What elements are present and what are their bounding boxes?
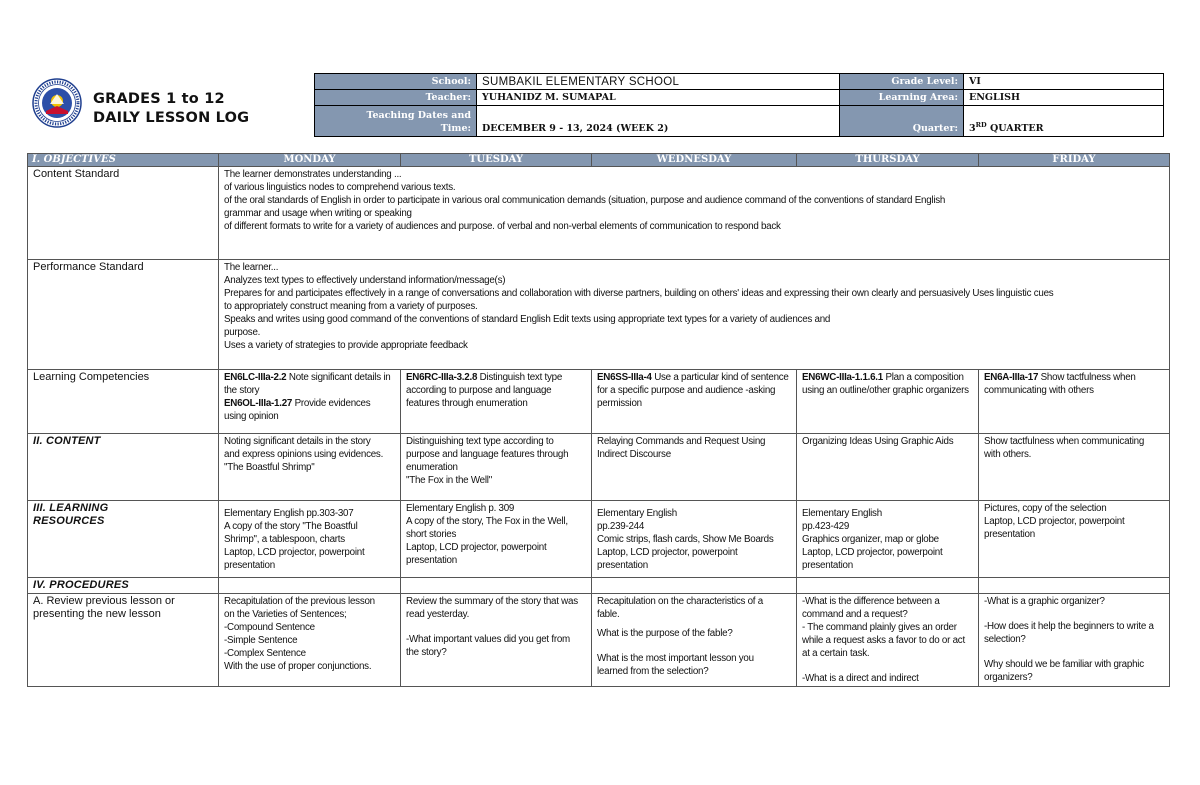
objectives-header: I. OBJECTIVES	[28, 154, 219, 167]
procedures-empty-cell	[219, 578, 401, 594]
monday-header: MONDAY	[219, 154, 401, 167]
teaching-dates-label-line-2: Time:	[440, 123, 471, 134]
competency-code: EN6OL-IIIa-1.27	[224, 398, 293, 409]
quarter-value	[964, 106, 1164, 137]
review-line: organizers?	[984, 672, 1033, 683]
monday-competency	[219, 370, 401, 434]
content-line: with others.	[984, 449, 1032, 460]
procedures-empty-cell	[401, 578, 592, 594]
wednesday-content	[592, 434, 797, 501]
resource-line: Elementary English pp.303-307	[224, 508, 354, 519]
competency-code: EN6LC-IIIa-2.2	[224, 372, 287, 383]
resource-line: presentation	[406, 555, 457, 566]
review-line: With the use of proper conjunctions.	[224, 661, 372, 672]
wednesday-resources	[592, 501, 797, 578]
review-line: - The command plainly gives an order	[802, 622, 957, 633]
wednesday-header: WEDNESDAY	[592, 154, 797, 167]
thursday-competency	[797, 370, 979, 434]
competency-code: EN6RC-IIIa-3.2.8	[406, 372, 478, 383]
content-row	[28, 434, 1170, 501]
grade-level-label: Grade Level:	[840, 74, 964, 90]
content-line: Relaying Commands and Request Using	[597, 436, 766, 447]
teaching-dates-label	[315, 106, 477, 137]
quarter-ordinal: RD	[975, 120, 987, 129]
learning-resources-label-line-1: III. LEARNING	[33, 502, 109, 514]
competency-text: Note significant details in the story	[224, 372, 391, 396]
resource-line: pp.239-244	[597, 521, 645, 532]
learning-resources-row	[28, 501, 1170, 578]
resource-line: Elementary English	[802, 508, 882, 519]
content-standard-label: Content Standard	[28, 167, 219, 260]
resource-line: Elementary English	[597, 508, 677, 519]
content-line: Show tactfulness when communicating	[984, 436, 1145, 447]
review-line: Why should we be familiar with graphic	[984, 659, 1144, 670]
content-line: enumeration	[406, 462, 458, 473]
review-line: -What important values did you get from	[406, 634, 570, 645]
performance-standard-text	[219, 260, 1170, 370]
wednesday-review	[592, 594, 797, 687]
review-spacer	[984, 646, 1164, 658]
resource-line: short stories	[406, 529, 457, 540]
performance-standard-line: Uses a variety of strategies to provide appropriate feedback	[224, 340, 468, 351]
teacher-value: YUHANIDZ M. SUMAPAL	[477, 90, 840, 106]
review-row	[28, 594, 1170, 687]
review-label-line-1: A. Review previous lesson or	[33, 595, 175, 607]
review-line: on the Varieties of Sentences;	[224, 609, 347, 620]
quarter-label: Quarter:	[840, 106, 964, 137]
content-standard-line: grammar and usage when writing or speaking	[224, 208, 412, 219]
tuesday-competency	[401, 370, 592, 434]
content-line: and express opinions using evidences.	[224, 449, 384, 460]
friday-competency	[979, 370, 1170, 434]
teaching-dates-value: DECEMBER 9 - 13, 2024 (WEEK 2)	[477, 106, 840, 137]
content-standard-row	[28, 167, 1170, 260]
competency-text: Distinguish text type according to purpose and language features through enumeration	[406, 372, 563, 409]
review-line: Recapitulation on the characteristics of a	[597, 596, 763, 607]
tuesday-content	[401, 434, 592, 501]
performance-standard-row	[28, 260, 1170, 370]
competency-text: Provide evidences using opinion	[224, 398, 371, 422]
review-line: -Compound Sentence	[224, 622, 315, 633]
review-label-line-2: presenting the new lesson	[33, 608, 161, 620]
resource-line: Laptop, LCD projector, powerpoint	[984, 516, 1125, 527]
review-line: at a certain task.	[802, 648, 870, 659]
school-value: SUMBAKIL ELEMENTARY SCHOOL	[477, 74, 840, 90]
review-spacer	[984, 608, 1164, 620]
review-line: -What is a graphic organizer?	[984, 596, 1105, 607]
procedures-empty-cell	[592, 578, 797, 594]
learning-resources-label	[28, 501, 219, 578]
resource-line: presentation	[224, 560, 275, 571]
procedures-row	[28, 578, 1170, 594]
competency-text: Show tactfulness when communicating with others	[984, 372, 1136, 396]
review-line: command and a request?	[802, 609, 908, 620]
quarter-word: QUARTER	[986, 123, 1044, 134]
performance-standard-label: Performance Standard	[28, 260, 219, 370]
competency-code: EN6WC-IIIa-1.1.6.1	[802, 372, 883, 383]
teacher-label: Teacher:	[315, 90, 477, 106]
review-line: Review the summary of the story that was	[406, 596, 578, 607]
column-header-row	[28, 154, 1170, 167]
content-line: "The Boastful Shrimp"	[224, 462, 315, 473]
tuesday-resources	[401, 501, 592, 578]
learning-competencies-label: Learning Competencies	[28, 370, 219, 434]
review-spacer	[802, 660, 973, 672]
monday-content	[219, 434, 401, 501]
review-line: selection?	[984, 634, 1026, 645]
review-line: -Complex Sentence	[224, 648, 306, 659]
content-line: Distinguishing text type according to	[406, 436, 554, 447]
friday-review	[979, 594, 1170, 687]
competency-text: Use a particular kind of sentence for a specific purpose and audience -asking permission	[597, 372, 789, 409]
content-section-label: II. CONTENT	[28, 434, 219, 501]
content-line: Organizing Ideas Using Graphic Aids	[802, 436, 954, 447]
review-spacer	[597, 640, 791, 652]
review-line: -What is the difference between a	[802, 596, 940, 607]
performance-standard-line: Speaks and writes using good command of the conventions of standard English Edit texts using appropriate text types for a variety of audiences and	[224, 314, 831, 325]
review-line: learned from the selection?	[597, 666, 709, 677]
resource-line: presentation	[597, 560, 648, 571]
friday-content	[979, 434, 1170, 501]
procedures-empty-cell	[979, 578, 1170, 594]
review-line: the story?	[406, 647, 447, 658]
competency-text: Plan a composition using an outline/other graphic organizers	[802, 372, 969, 396]
thursday-resources	[797, 501, 979, 578]
tuesday-review	[401, 594, 592, 687]
resource-line: Laptop, LCD projector, powerpoint	[802, 547, 943, 558]
review-spacer	[406, 621, 586, 633]
competency-code: EN6SS-IIIa-4	[597, 372, 652, 383]
review-line: -How does it help the beginners to write a	[984, 621, 1154, 632]
quarter-number: 3	[969, 123, 976, 134]
performance-standard-line: Analyzes text types to effectively understand information/message(s)	[224, 275, 506, 286]
monday-resources	[219, 501, 401, 578]
resource-line: Elementary English p. 309	[406, 503, 515, 514]
review-line: Recapitulation of the previous lesson	[224, 596, 375, 607]
content-line: purpose and language features through	[406, 449, 569, 460]
procedures-empty-cell	[797, 578, 979, 594]
friday-header: FRIDAY	[979, 154, 1170, 167]
grade-level-value: VI	[964, 74, 1164, 90]
resource-line: A copy of the story "The Boastful	[224, 521, 358, 532]
content-line: Noting significant details in the story	[224, 436, 371, 447]
performance-standard-line: Prepares for and participates effectively in a range of conversations and collaboration with diverse partners, building on others' ideas and expressing their own clearly and persuasively Uses linguistic cues	[224, 288, 1054, 299]
review-line: -What is a direct and indirect	[802, 673, 919, 684]
wednesday-competency	[592, 370, 797, 434]
resource-line: pp.423-429	[802, 521, 850, 532]
resource-line: A copy of the story, The Fox in the Well,	[406, 516, 568, 527]
resource-line: presentation	[802, 560, 853, 571]
resource-line: Laptop, LCD projector, powerpoint	[224, 547, 365, 558]
resource-line: Laptop, LCD projector, powerpoint	[406, 542, 547, 553]
review-line: What is the most important lesson you	[597, 653, 754, 664]
content-standard-text	[219, 167, 1170, 260]
review-line: What is the purpose of the fable?	[597, 628, 733, 639]
performance-standard-line: The learner...	[224, 262, 279, 273]
learning-area-label: Learning Area:	[840, 90, 964, 106]
friday-resources	[979, 501, 1170, 578]
content-standard-line: of different formats to write for a variety of audiences and purpose. of verbal and non-verbal elements of communication to respond back	[224, 221, 781, 232]
competency-code: EN6A-IIIa-17	[984, 372, 1039, 383]
teaching-dates-label-line-1: Teaching Dates and	[366, 110, 471, 121]
performance-standard-line: to appropriately construct meaning from a variety of purposes.	[224, 301, 478, 312]
lesson-log-table	[27, 153, 1170, 687]
document-title	[93, 90, 249, 128]
resource-line: Shrimp", a tablespoon, charts	[224, 534, 345, 545]
review-line: while a request asks a favor to do or act	[802, 635, 965, 646]
deped-seal-logo	[32, 78, 82, 128]
performance-standard-line: purpose.	[224, 327, 261, 338]
tuesday-header: TUESDAY	[401, 154, 592, 167]
title-line-2: DAILY LESSON LOG	[93, 110, 250, 126]
school-label: School:	[315, 74, 477, 90]
resource-line: Laptop, LCD projector, powerpoint	[597, 547, 738, 558]
title-line-1: GRADES 1 to 12	[93, 91, 225, 107]
thursday-review	[797, 594, 979, 687]
thursday-content	[797, 434, 979, 501]
thursday-header: THURSDAY	[797, 154, 979, 167]
content-standard-line: of the oral standards of English in order to participate in various oral communication demands (situation, purpose and audience command of the conventions of standard English	[224, 195, 946, 206]
resource-line: Comic strips, flash cards, Show Me Boards	[597, 534, 774, 545]
resource-line: Graphics organizer, map or globe	[802, 534, 939, 545]
review-line: -Simple Sentence	[224, 635, 298, 646]
review-label	[28, 594, 219, 687]
content-standard-line: The learner demonstrates understanding ...	[224, 169, 402, 180]
content-line: "The Fox in the Well"	[406, 475, 492, 486]
content-line: Indirect Discourse	[597, 449, 671, 460]
procedures-label: IV. PROCEDURES	[28, 578, 219, 594]
review-line: fable.	[597, 609, 620, 620]
review-line: read yesterday.	[406, 609, 470, 620]
learning-area-value: ENGLISH	[964, 90, 1164, 106]
resource-line: Pictures, copy of the selection	[984, 503, 1107, 514]
learning-resources-label-line-2: RESOURCES	[33, 515, 105, 527]
learning-competencies-row	[28, 370, 1170, 434]
header-info-table	[314, 73, 1164, 137]
content-standard-line: of various linguistics nodes to comprehend various texts.	[224, 182, 456, 193]
resource-line: presentation	[984, 529, 1035, 540]
monday-review	[219, 594, 401, 687]
